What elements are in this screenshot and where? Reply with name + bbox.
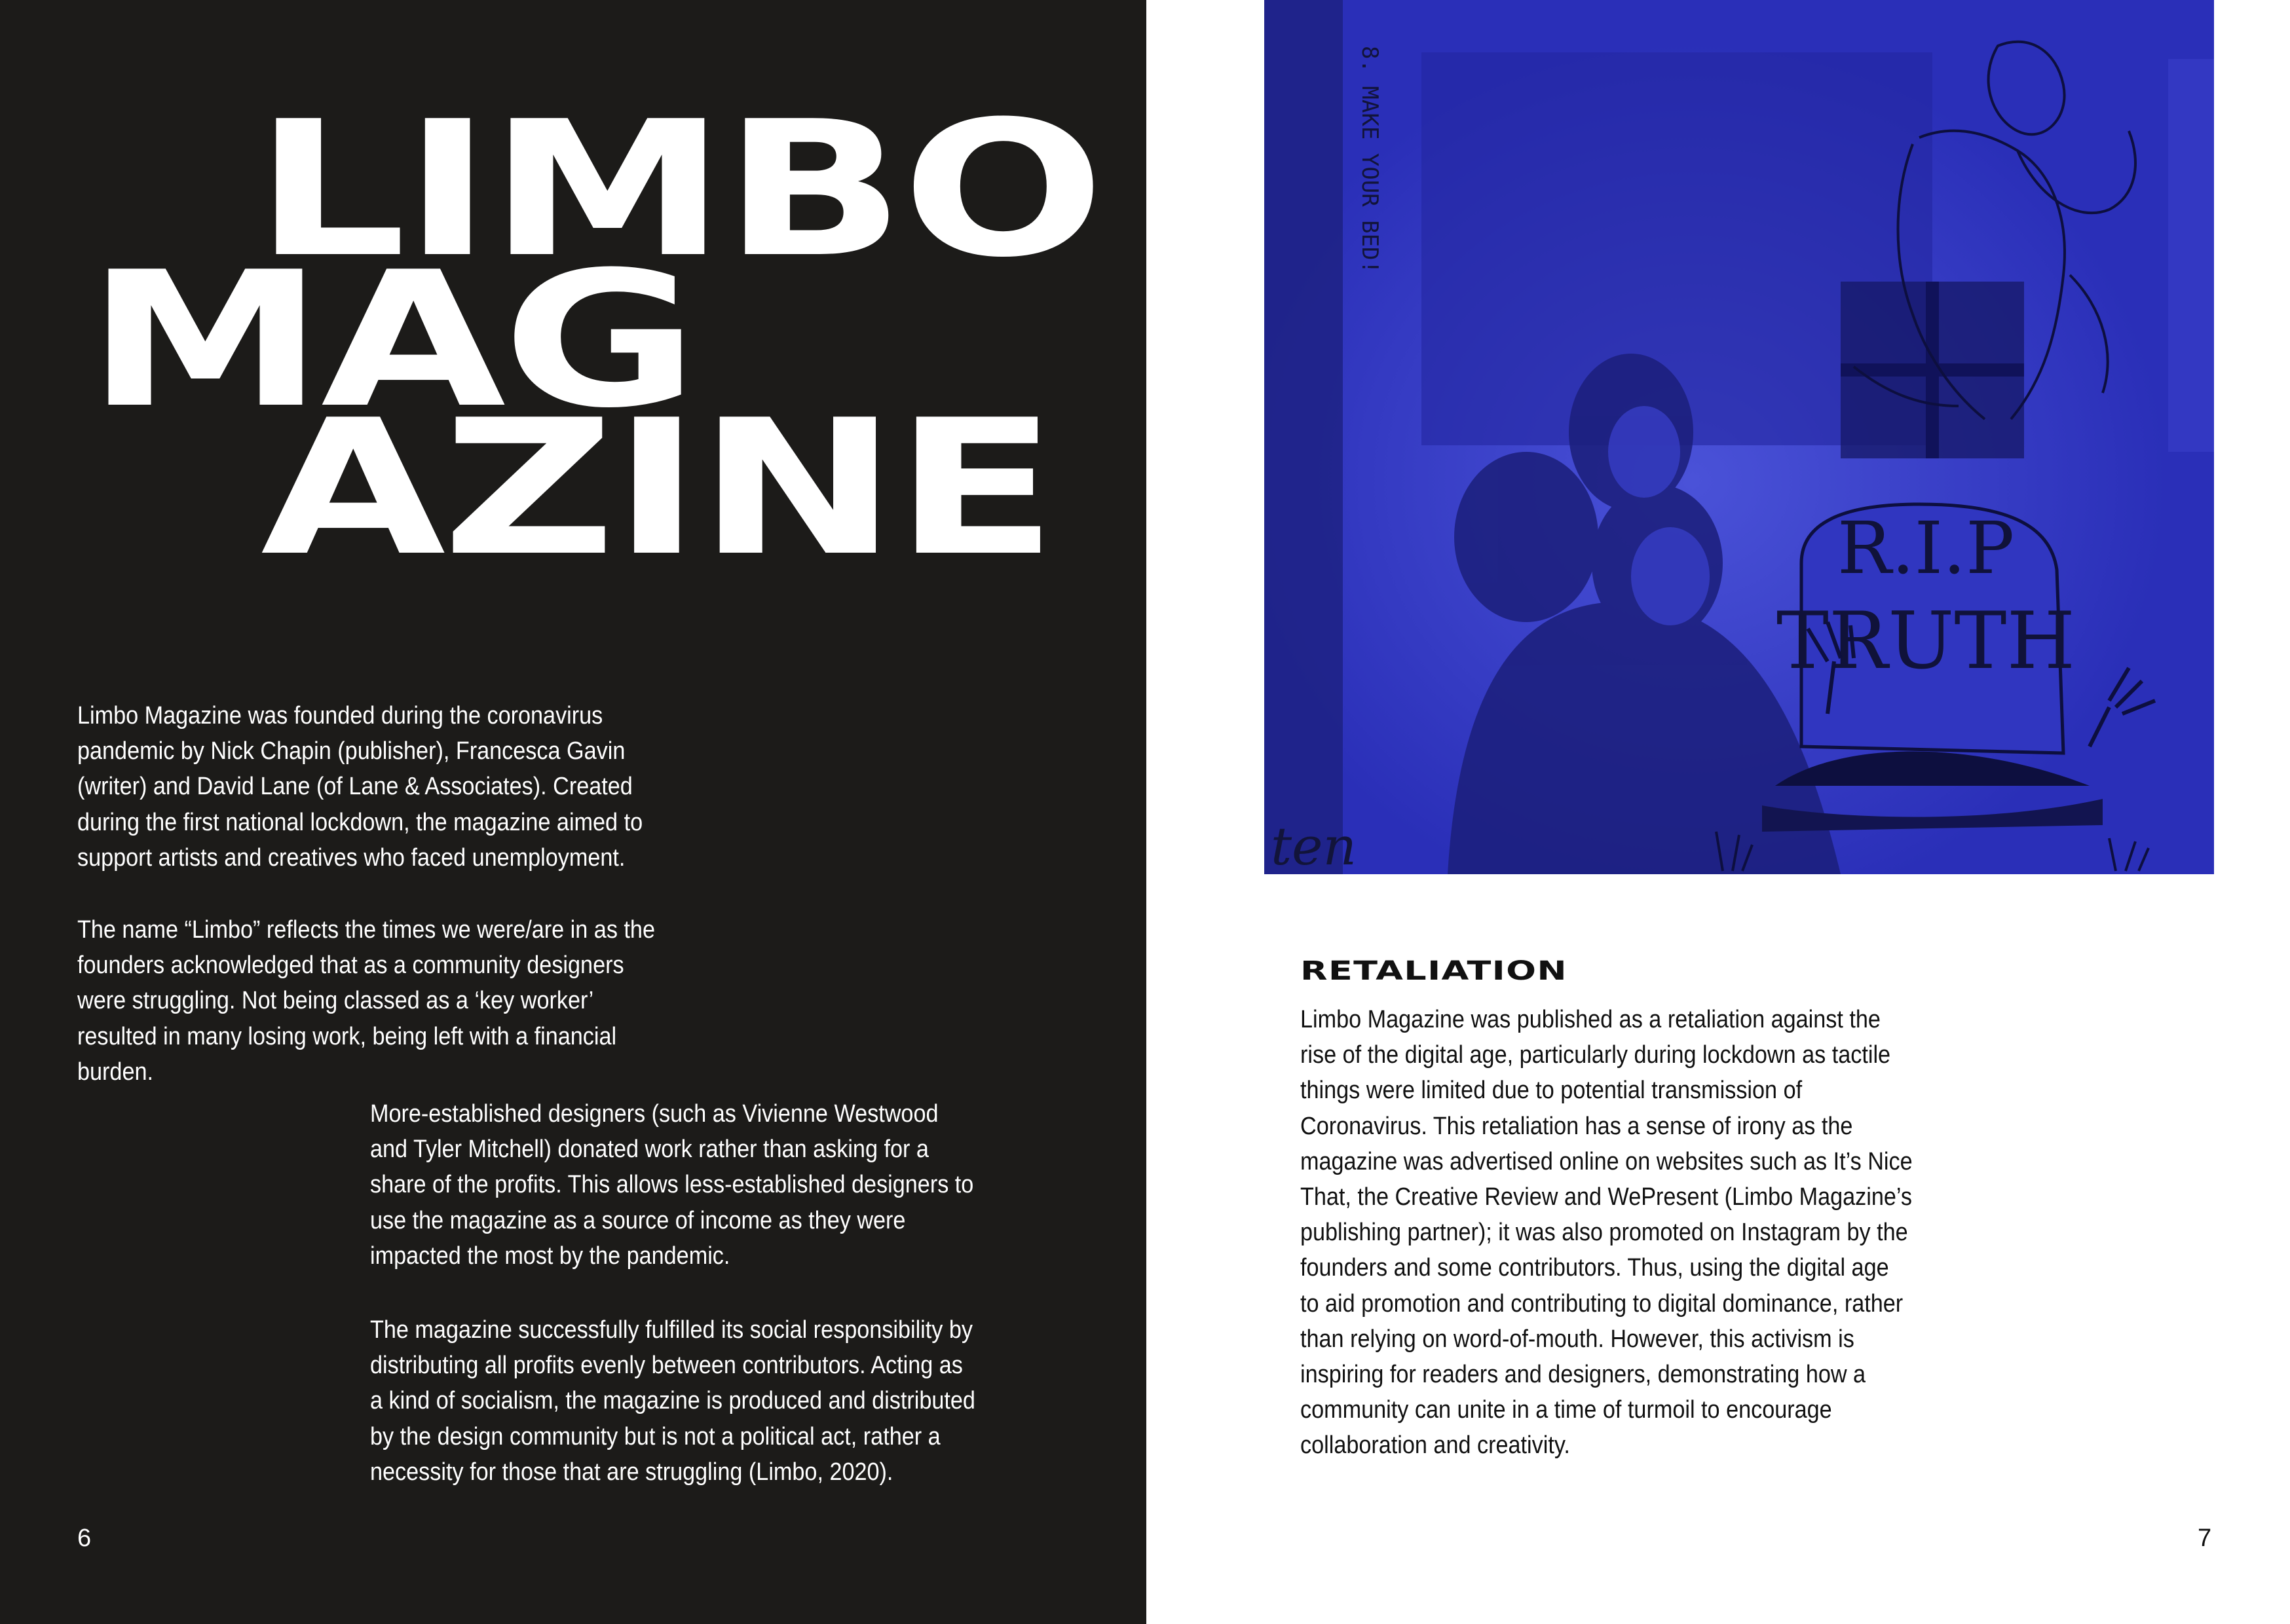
handwritten-note: 8. MAKE YOUR BED! (1357, 46, 1383, 274)
title-line-1: LIMBO (254, 81, 1102, 299)
title-line-3: AZINE (261, 380, 1055, 597)
responsibility-paragraph: The magazine successfully fulfilled its social responsibility by distributing all profits evenly between contributors. Acting as a kind of socialism, the magazine is produced and distributed by the design community but is not a political act, rather a necessity for those that are struggling (Limbo, 2020). (370, 1316, 975, 1486)
gravestone-line-1: R.I.P (1837, 506, 2015, 590)
page-number-right: 7 (2198, 1524, 2212, 1552)
intro-paragraph: Limbo Magazine was founded during the coronavirus pandemic by Nick Chapin (publisher), Francesca Gavin (writer) and David Lane (of Lane & Associates). Created during the first national lockdown, the magazine aimed to support artists and creatives who faced unemployment. (77, 702, 643, 872)
page-number-left: 6 (77, 1524, 92, 1552)
corner-ten-text: ten (1271, 816, 1357, 874)
donations-paragraph: More-established designers (such as Vivienne Westwood and Tyler Mitchell) donated work rather than asking for a share of the profits. This allows less-established designers to use the magazine as a source of income as they were impacted the most by the pandemic. (370, 1100, 974, 1270)
title-line-2: MAG (86, 232, 696, 449)
gravestone-line-2: TRUTH (1776, 596, 2076, 687)
section-heading: RETALIATION (1300, 956, 1567, 986)
collage-image (1264, 0, 2214, 874)
retaliation-paragraph: Limbo Magazine was published as a retaliation against the rise of the digital age, particularly during lockdown as tactile things were limited due to potential transmission of Coronavirus. This retaliation has a sense of irony as the magazine was advertised online on websites such as It’s Nice That, the Creative Review and WePresent (Limbo Magazine’s publishing partner); it was also promoted on Instagram by the founders and some contributors. Thus, using the digital age to aid promotion and contributing to digital dominance, rather than relying on word-of-mouth. However, this activism is inspiring for readers and designers, demonstrating how a community can unite in a time of turmoil to encourage collaboration and creativity. (1300, 1006, 1913, 1460)
collage-illustration (1264, 0, 2214, 874)
gravestone (1762, 504, 2103, 832)
name-paragraph: The name “Limbo” reflects the times we were/are in as the founders acknowledged that as a community designers were struggling. Not being classed as a ‘key worker’ resulted in many losing work, being left with a financial burden. (77, 916, 655, 1086)
right-page (1146, 0, 2290, 1624)
